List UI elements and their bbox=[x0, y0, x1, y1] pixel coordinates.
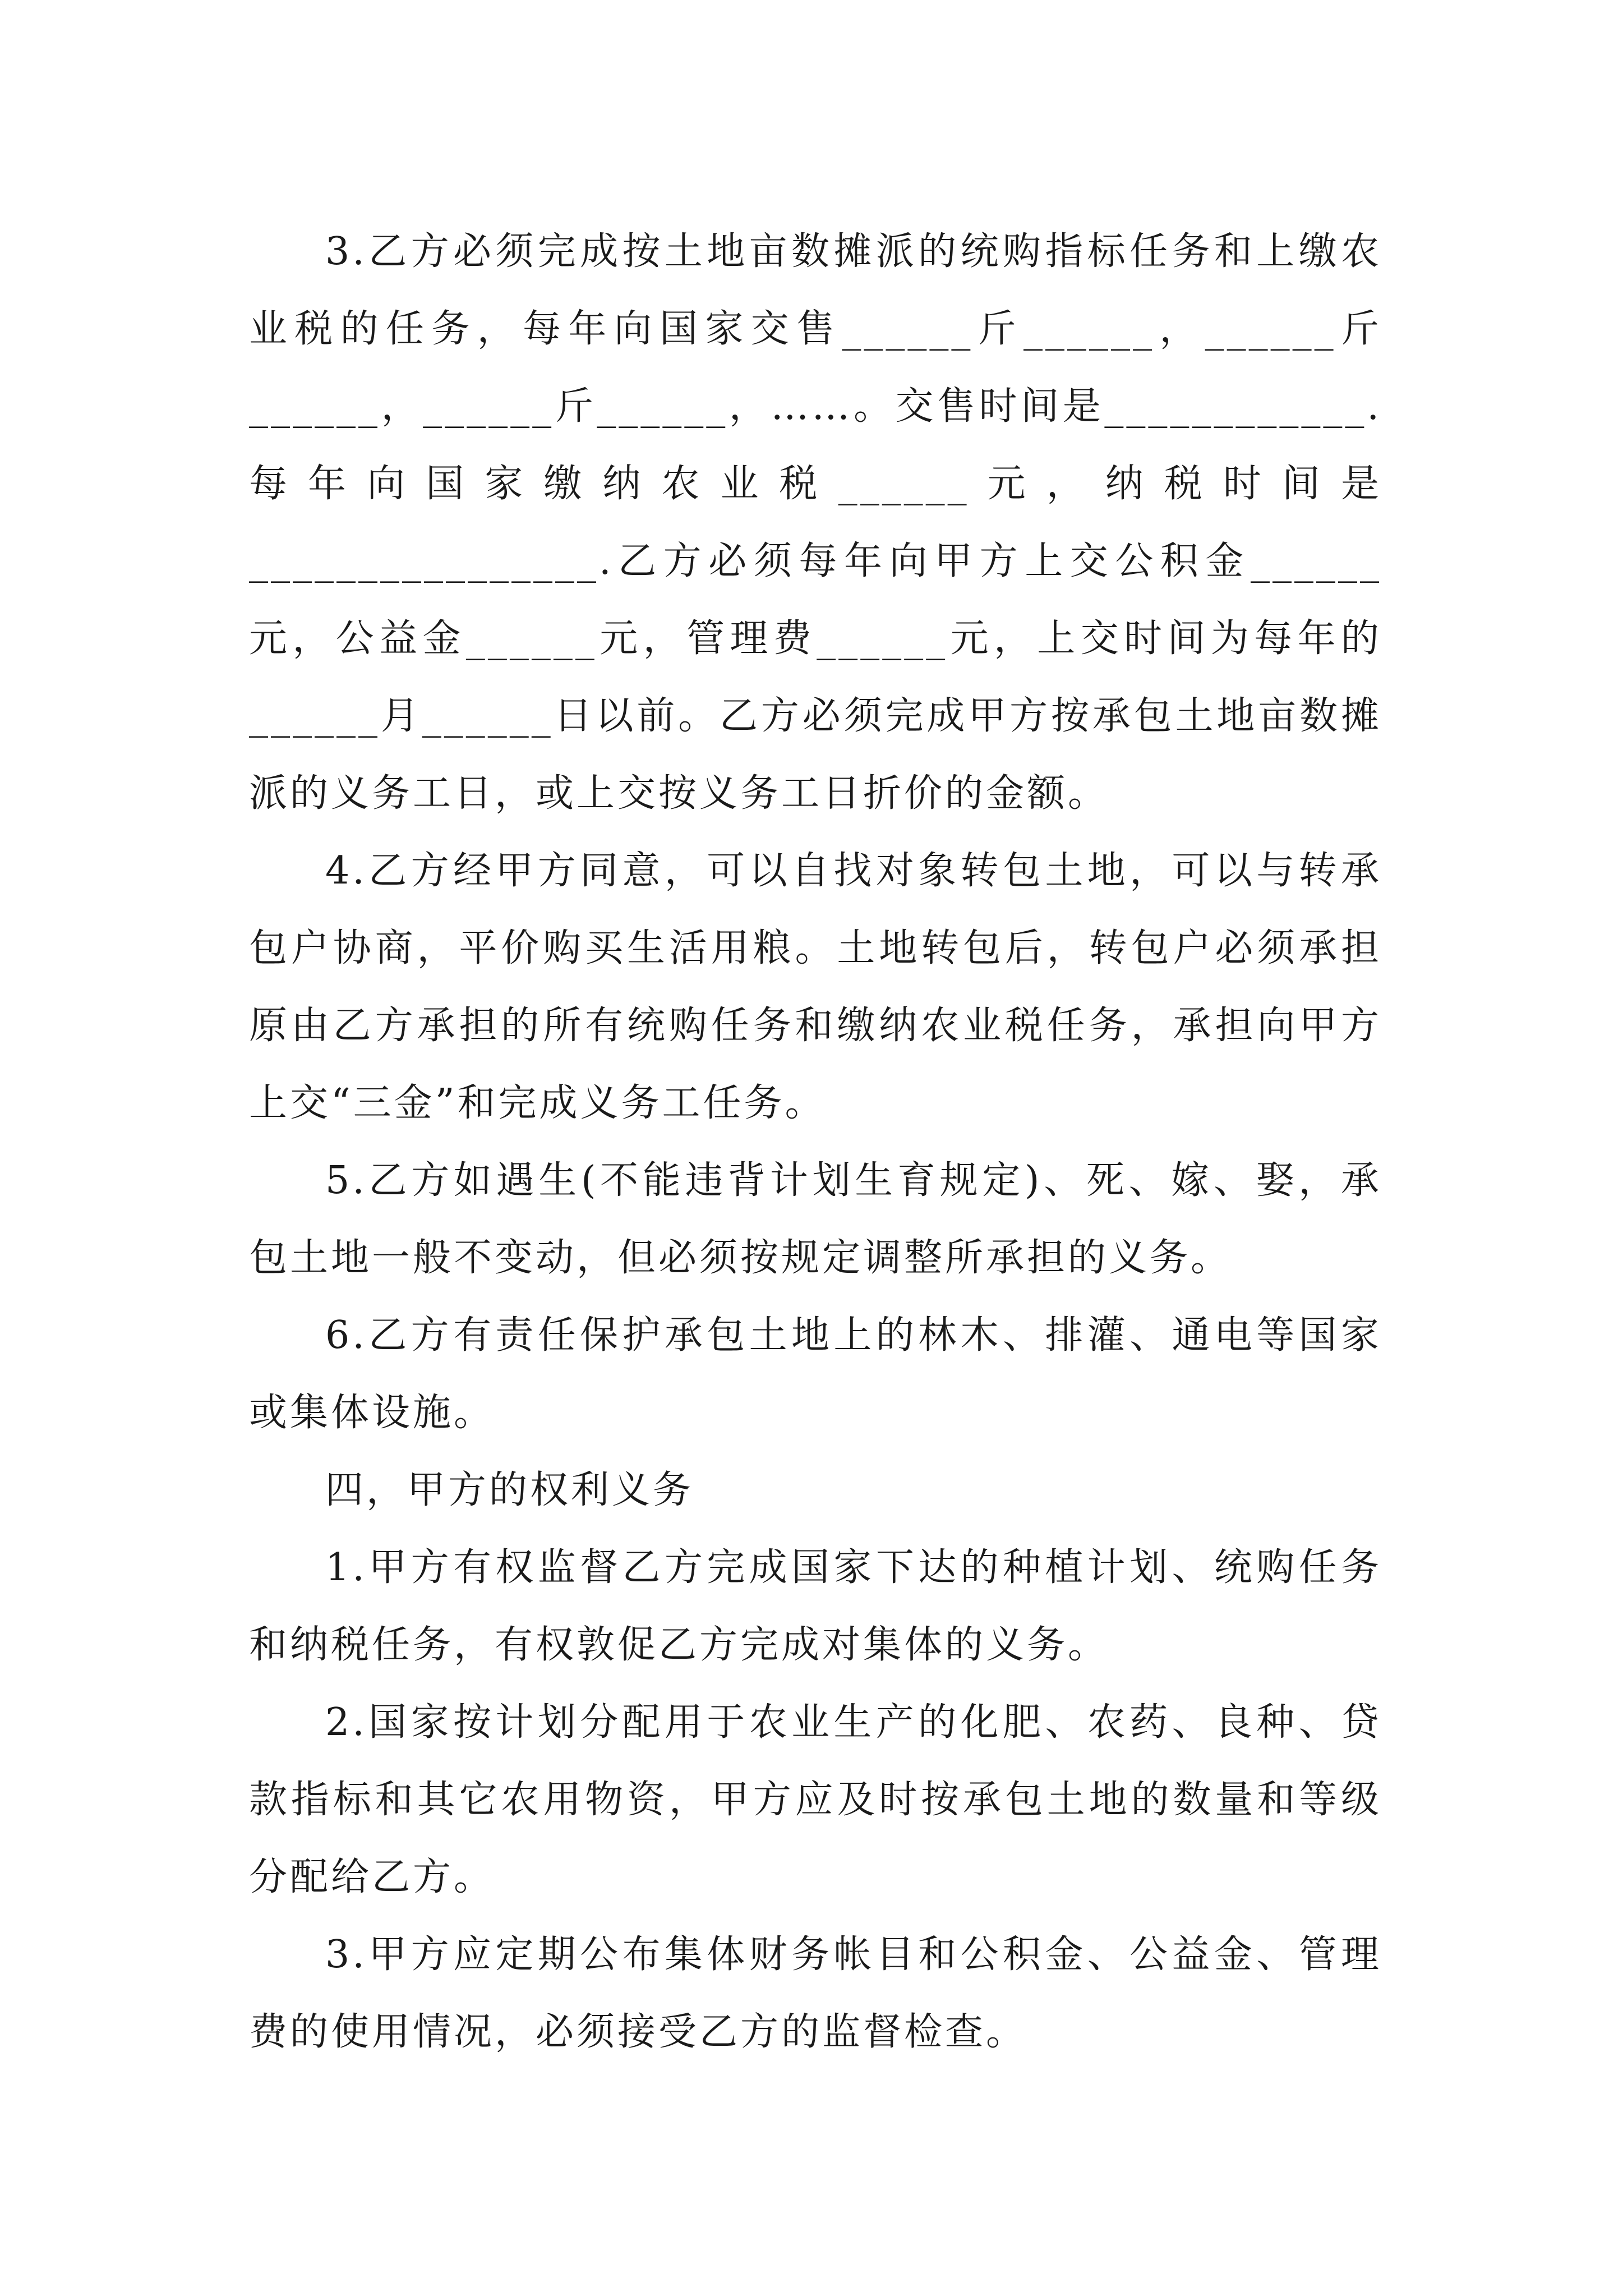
paragraph-obligation-5: 5.乙方如遇生(不能违背计划生育规定)、死、嫁、娶，承包土地一般不变动，但必须按规定调整所承担的义务。 bbox=[249, 1158, 1382, 1280]
paragraph-obligation-4: 4.乙方经甲方同意，可以自找对象转包土地，可以与转承包户协商，平价购买生活用粮。土地转包后，转包户必须承担原由乙方承担的所有统购任务和缴纳农业税任务，承担向甲方上交“三金”和完成义务工任务。 bbox=[249, 849, 1382, 1125]
paragraph-rights-3: 3.甲方应定期公布集体财务帐目和公积金、公益金、管理费的使用情况，必须接受乙方的监督检查。 bbox=[249, 1932, 1382, 2054]
document-body bbox=[249, 213, 1382, 2071]
paragraph-rights-2: 2.国家按计划分配用于农业生产的化肥、农药、良种、贷款指标和其它农用物资，甲方应及时按承包土地的数量和等级分配给乙方。 bbox=[249, 1700, 1382, 1899]
paragraph-rights-1: 1.甲方有权监督乙方完成国家下达的种植计划、统购任务和纳税任务，有权敦促乙方完成对集体的义务。 bbox=[249, 1545, 1382, 1667]
paragraph-obligation-6: 6.乙方有责任保护承包土地上的林木、排灌、通电等国家或集体设施。 bbox=[249, 1313, 1382, 1435]
section-heading: 四，甲方的权利义务 bbox=[325, 1468, 694, 1512]
paragraph-obligation-3: 3.乙方必须完成按土地亩数摊派的统购指标任务和上缴农业税的任务，每年向国家交售______斤______，______斤______，______斤______，……。交售时间是____________.每年向国家缴纳农业税______元，纳税时间是________________.乙方必须每年向甲方上交公积金______元，公益金______元，管理费______元，上交时间为每年的______月______日以前。乙方必须完成甲方按承包土地亩数摊派的义务工日，或上交按义务工日折价的金额。 bbox=[249, 229, 1382, 816]
